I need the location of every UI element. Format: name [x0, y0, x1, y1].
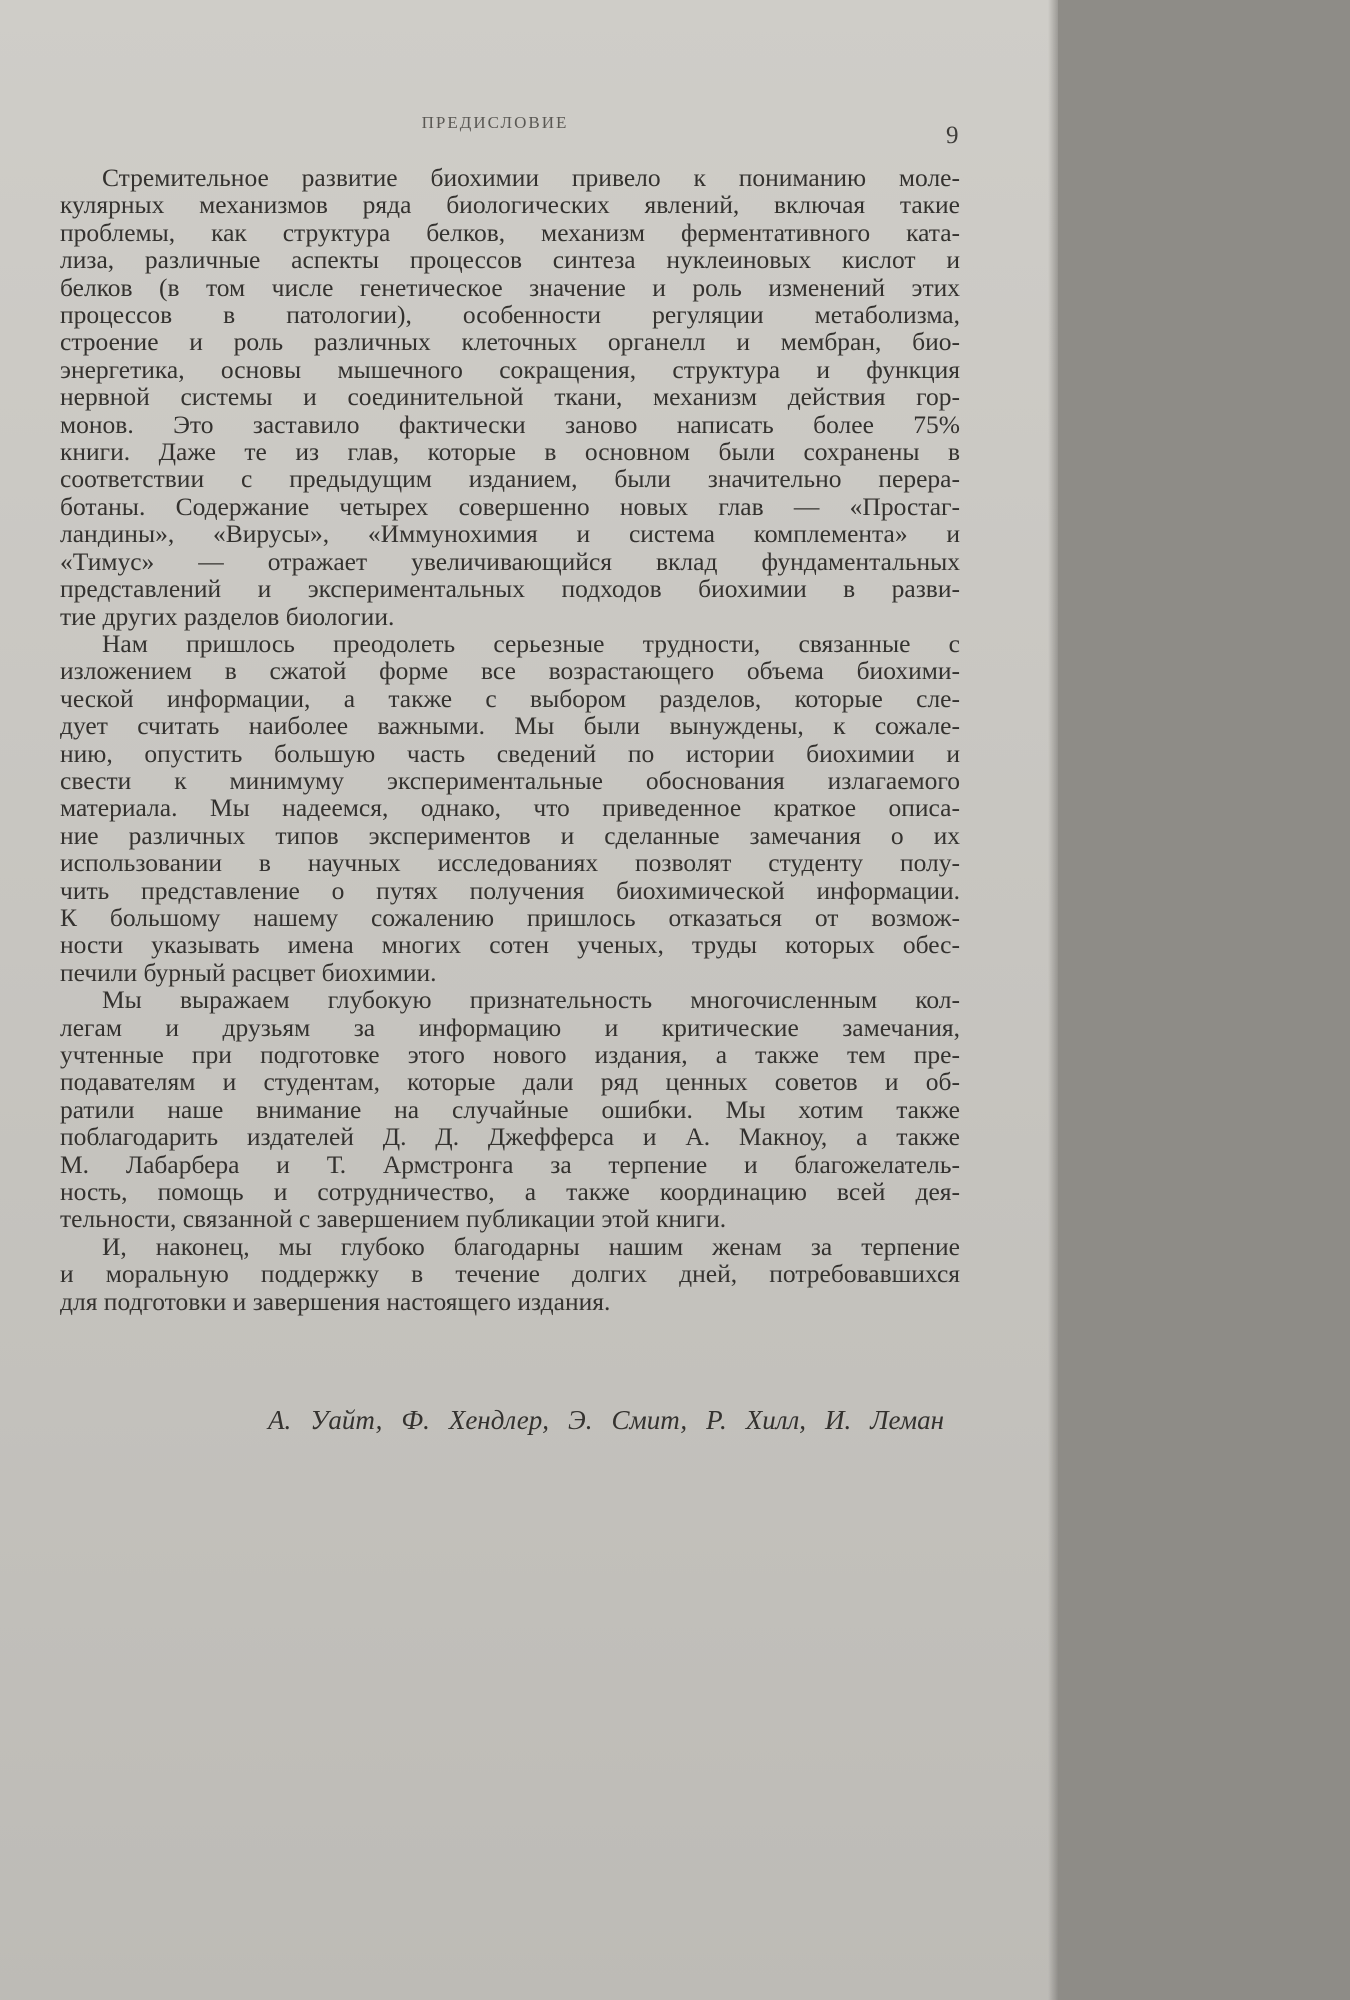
- paragraph: [60, 986, 960, 1233]
- running-head: ПРЕДИСЛОВИЕ: [421, 113, 569, 132]
- text-line: И, наконец, мы глубоко благодарны нашим женам за терпение: [102, 1231, 960, 1261]
- text-line: дует считать наиболее важными. Мы были вынуждены, к сожале-: [60, 711, 960, 741]
- text-line: монов. Это заставило фактически заново написать более 75%: [60, 409, 960, 439]
- paragraph: [60, 164, 960, 630]
- paragraph: [60, 1233, 960, 1315]
- text-line: тельности, связанной с завершением публикации этой книги.: [60, 1204, 727, 1234]
- text-line: ратили наше внимание на случайные ошибки. Мы хотим также: [60, 1094, 960, 1124]
- text-line: ческой информации, а также с выбором разделов, которые сле-: [60, 683, 960, 713]
- text-line: поблагодарить издателей Д. Д. Джефферса и А. Макноу, а также: [60, 1122, 960, 1152]
- text-line: Мы выражаем глубокую признательность многочисленным кол-: [102, 985, 960, 1015]
- text-line: соответствии с предыдущим изданием, были значительно перера-: [60, 464, 960, 494]
- text-line: лиза, различные аспекты процессов синтеза нуклеиновых кислот и: [60, 245, 960, 275]
- text-line: белков (в том числе генетическое значение и роль изменений этих: [60, 272, 960, 302]
- authors-signature: А. Уайт, Ф. Хендлер, Э. Смит, Р. Хилл, И. Леман: [268, 1405, 944, 1435]
- text-line: Стремительное развитие биохимии привело к пониманию моле-: [102, 163, 960, 192]
- text-line: материала. Мы надеемся, однако, что приведенное краткое описа-: [60, 793, 960, 823]
- text-line: чить представление о путях получения биохимической информации.: [60, 875, 960, 905]
- text-line: К большому нашему сожалению пришлось отказаться от возмож-: [60, 902, 960, 932]
- text-line: для подготовки и завершения настоящего издания.: [60, 1286, 611, 1316]
- text-line: ности указывать имена многих сотен ученых, труды которых обес-: [60, 930, 960, 960]
- page-edge-shadow: [1048, 0, 1058, 2000]
- text-line: проблемы, как структура белков, механизм ферментативного ката-: [60, 217, 960, 247]
- text-line: ние различных типов экспериментов и сделанные замечания о их: [60, 820, 960, 850]
- text-line: печили бурный расцвет биохимии.: [60, 957, 437, 987]
- text-line: свести к минимуму экспериментальные обоснования излагаемого: [60, 765, 960, 795]
- text-line: изложением в сжатой форме все возрастающего объема биохими-: [60, 656, 960, 686]
- text-line: книги. Даже те из глав, которые в основном были сохранены в: [60, 437, 960, 467]
- page-number: 9: [946, 122, 959, 149]
- text-line: учтенные при подготовке этого нового издания, а также тем пре-: [60, 1040, 960, 1069]
- text-line: процессов в патологии), особенности регуляции метаболизма,: [60, 300, 960, 330]
- text-line: кулярных механизмов ряда биологических явлений, включая такие: [60, 190, 960, 220]
- text-line: использовании в научных исследованиях позволят студенту полу-: [60, 848, 960, 878]
- text-line: нию, опустить большую часть сведений по истории биохимии и: [60, 738, 960, 768]
- text-line: ботаны. Содержание четырех совершенно новых глав — «Простаг-: [60, 491, 960, 521]
- text-line: ландины», «Вирусы», «Иммунохимия и система комплемента» и: [60, 519, 960, 549]
- text-line: строение и роль различных клеточных органелл и мембран, био-: [60, 327, 960, 357]
- text-line: тие других разделов биологии.: [60, 601, 395, 631]
- text-line: Нам пришлось преодолеть серьезные трудности, связанные с: [102, 628, 960, 658]
- paragraph: [60, 630, 960, 986]
- text-line: представлений и экспериментальных подходов биохимии в разви-: [60, 574, 960, 604]
- text-line: ность, помощь и сотрудничество, а также координацию всей дея-: [60, 1177, 960, 1207]
- preface-body: [60, 164, 960, 1315]
- text-line: М. Лабарбера и Т. Армстронга за терпение и благожелатель-: [60, 1149, 960, 1179]
- text-line: энергетика, основы мышечного сокращения, структура и функция: [60, 354, 960, 384]
- text-line: «Тимус» — отражает увеличивающийся вклад фундаментальных: [60, 546, 960, 576]
- text-line: подавателям и студентам, которые дали ряд ценных советов и об-: [60, 1067, 960, 1097]
- text-line: и моральную поддержку в течение долгих дней, потребовавшихся: [60, 1259, 960, 1289]
- text-line: легам и друзьям за информацию и критические замечания,: [60, 1012, 960, 1042]
- text-line: нервной системы и соединительной ткани, механизм действия гор-: [60, 382, 960, 412]
